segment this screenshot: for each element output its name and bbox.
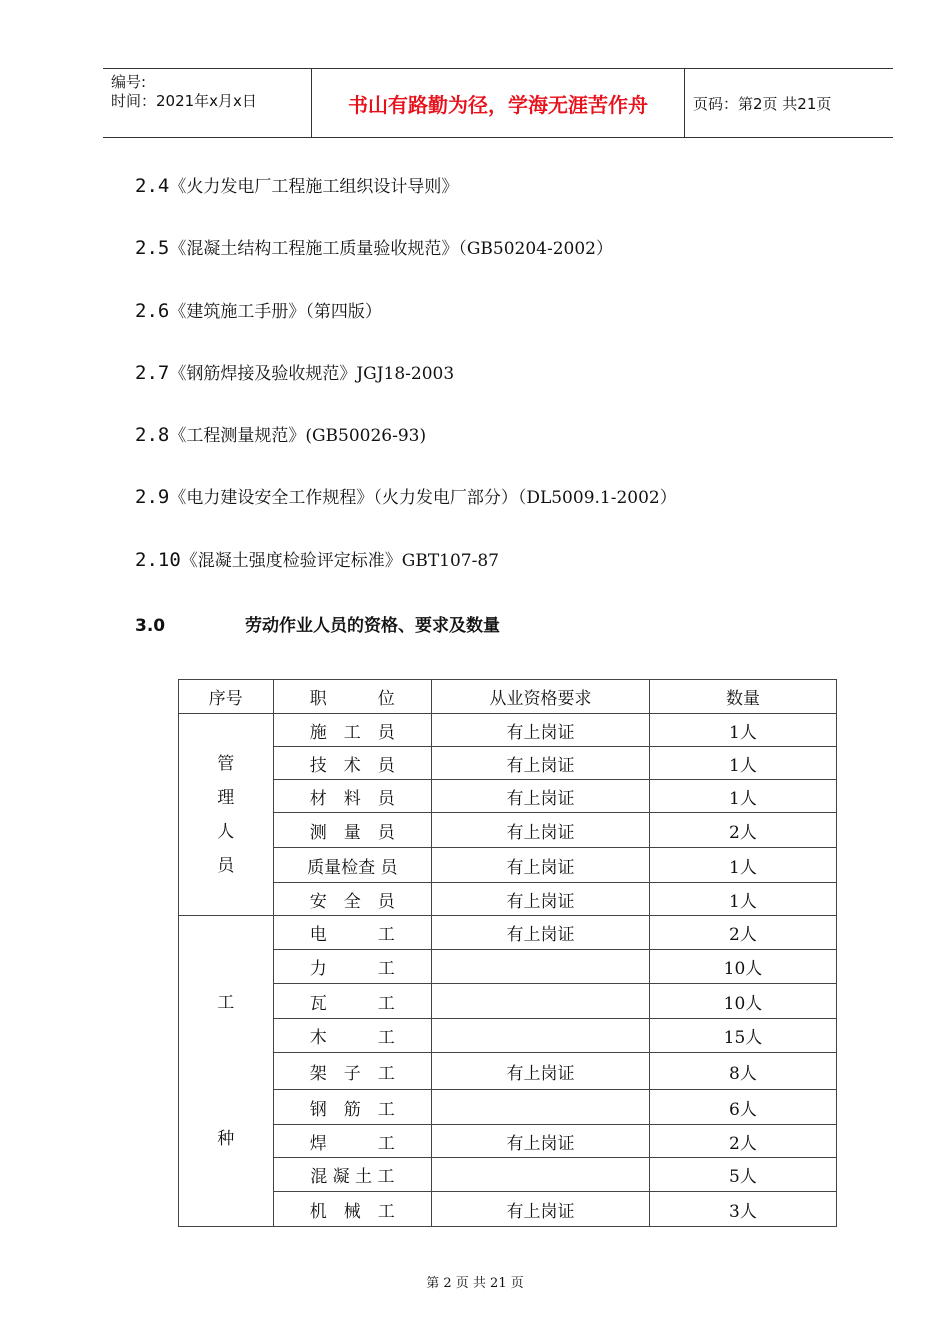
number-label: 编号:	[111, 73, 147, 91]
reference-item	[135, 421, 677, 483]
requirement-cell: 有上岗证	[432, 780, 650, 813]
table-row	[179, 1125, 837, 1158]
table-row	[179, 1053, 837, 1090]
requirement-cell: 有上岗证	[432, 747, 650, 780]
table-row	[179, 1019, 837, 1053]
reference-number: 2.4	[135, 175, 170, 197]
quantity-cell: 1人	[649, 714, 836, 747]
section-number: 3.0	[135, 616, 166, 636]
quantity-cell: 3人	[649, 1192, 836, 1227]
position-cell: 质量检查 员	[273, 848, 431, 883]
header-position: 职 位	[273, 680, 431, 714]
requirement-cell	[432, 1158, 650, 1192]
requirement-cell: 有上岗证	[432, 1125, 650, 1158]
quantity-cell: 15人	[649, 1019, 836, 1053]
reference-number: 2.6	[135, 299, 170, 322]
reference-item	[135, 546, 677, 608]
table-row	[179, 916, 837, 950]
quantity-cell: 10人	[649, 984, 836, 1019]
reference-text: 《建筑施工手册》（第四版）	[169, 301, 382, 322]
reference-text: 《火力发电厂工程施工组织设计导则》	[169, 177, 459, 197]
position-cell: 电 工	[273, 916, 431, 950]
header-meta	[103, 69, 312, 137]
header-requirement: 从业资格要求	[432, 680, 650, 714]
table-row	[179, 848, 837, 883]
reference-item	[135, 172, 677, 234]
position-cell: 瓦 工	[273, 984, 431, 1019]
table-row	[179, 813, 837, 848]
quantity-cell: 1人	[649, 747, 836, 780]
position-cell: 混 凝 土 工	[273, 1158, 431, 1192]
reference-text: 《混凝土强度检验评定标准》GBT107-87	[180, 550, 500, 571]
table-row	[179, 714, 837, 747]
reference-text: 《混凝土结构工程施工质量验收规范》（GB50204-2002）	[169, 239, 613, 260]
requirement-cell: 有上岗证	[432, 883, 650, 916]
table-row	[179, 950, 837, 984]
position-cell: 力 工	[273, 950, 431, 984]
requirement-cell	[432, 984, 650, 1019]
requirement-cell	[432, 1090, 650, 1125]
quantity-cell: 10人	[649, 950, 836, 984]
reference-text: 《钢筋焊接及验收规范》JGJ18-2003	[169, 363, 455, 384]
requirement-cell: 有上岗证	[432, 714, 650, 747]
position-cell: 钢 筋 工	[273, 1090, 431, 1125]
quantity-cell: 1人	[649, 883, 836, 916]
table-row	[179, 1192, 837, 1227]
quantity-cell: 1人	[649, 780, 836, 813]
section-title: 劳动作业人员的资格、要求及数量	[245, 616, 500, 636]
requirement-cell: 有上岗证	[432, 848, 650, 883]
table-row	[179, 780, 837, 813]
quantity-cell: 2人	[649, 813, 836, 848]
requirement-cell: 有上岗证	[432, 916, 650, 950]
reference-number: 2.10	[135, 548, 181, 571]
quantity-cell: 1人	[649, 848, 836, 883]
requirement-cell: 有上岗证	[432, 1053, 650, 1090]
header-motto: 书山有路勤为径，学海无涯苦作舟	[312, 69, 685, 137]
quantity-cell: 8人	[649, 1053, 836, 1090]
header-page-label: 页码：第2页 共21页	[693, 94, 832, 113]
header-quantity: 数量	[649, 680, 836, 714]
table-row	[179, 747, 837, 780]
requirement-cell	[432, 950, 650, 984]
position-cell: 施 工 员	[273, 714, 431, 747]
reference-text: 《工程测量规范》(GB50026-93)	[169, 426, 427, 447]
table-row	[179, 883, 837, 916]
quantity-cell: 5人	[649, 1158, 836, 1192]
reference-number: 2.8	[135, 424, 170, 447]
reference-item	[135, 483, 677, 545]
reference-text: 《电力建设安全工作规程》（火力发电厂部分）（DL5009.1-2002）	[169, 488, 677, 509]
reference-item	[135, 234, 677, 296]
time-label: 时间：2021年x月x日	[111, 92, 257, 110]
requirement-cell: 有上岗证	[432, 813, 650, 848]
reference-number: 2.7	[135, 361, 170, 384]
quantity-cell: 6人	[649, 1090, 836, 1125]
page-header	[103, 68, 893, 138]
table-header-row	[179, 680, 837, 714]
personnel-table	[178, 679, 837, 1227]
page-footer: 第 2 页 共 21 页	[426, 1276, 524, 1291]
position-cell: 架 子 工	[273, 1053, 431, 1090]
reference-item	[135, 359, 677, 421]
group-label-cell: 工 种	[179, 916, 274, 1227]
quantity-cell: 2人	[649, 916, 836, 950]
requirement-cell: 有上岗证	[432, 1192, 650, 1227]
table-row	[179, 984, 837, 1019]
table-row	[179, 1090, 837, 1125]
reference-number: 2.5	[135, 237, 170, 260]
position-cell: 技 术 员	[273, 747, 431, 780]
position-cell: 机 械 工	[273, 1192, 431, 1227]
position-cell: 材 料 员	[273, 780, 431, 813]
position-cell: 木 工	[273, 1019, 431, 1053]
table-row	[179, 1158, 837, 1192]
reference-list	[135, 172, 677, 608]
header-serial: 序号	[179, 680, 274, 714]
reference-number: 2.9	[135, 486, 170, 509]
group-label-cell: 管 理 人 员	[179, 714, 274, 916]
reference-item	[135, 297, 677, 359]
section-heading	[135, 611, 500, 636]
table-body	[179, 714, 837, 1227]
requirement-cell	[432, 1019, 650, 1053]
position-cell: 焊 工	[273, 1125, 431, 1158]
position-cell: 安 全 员	[273, 883, 431, 916]
position-cell: 测 量 员	[273, 813, 431, 848]
quantity-cell: 2人	[649, 1125, 836, 1158]
